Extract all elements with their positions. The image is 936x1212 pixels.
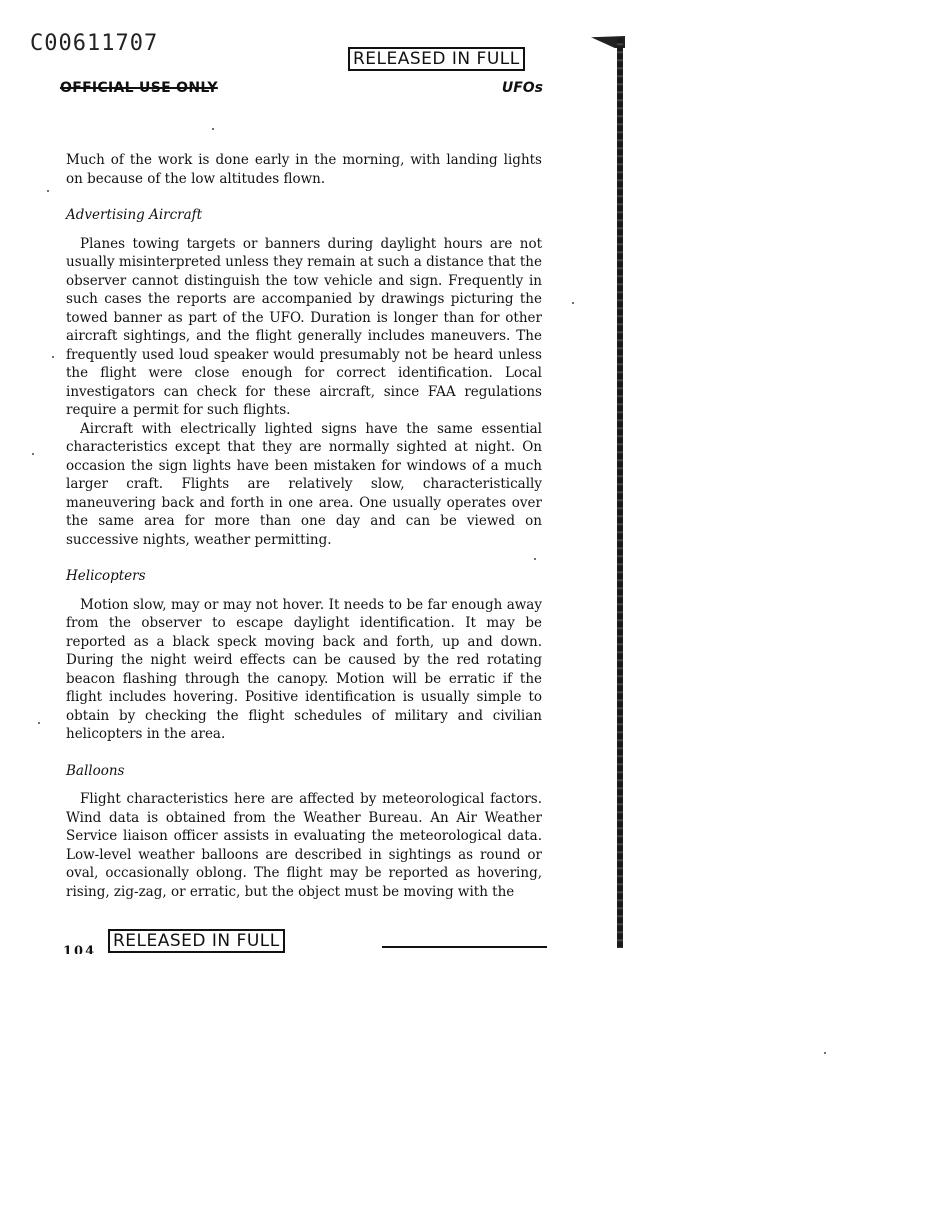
scan-speck [534, 558, 536, 560]
scan-speck [47, 190, 49, 192]
page-body [66, 151, 542, 901]
section-heading-helicopters: Helicopters [66, 568, 146, 584]
scan-speck [824, 1052, 826, 1054]
scan-edge-bar [617, 38, 623, 948]
footer-rule [382, 946, 547, 948]
release-stamp-top: RELEASED IN FULL [348, 47, 525, 71]
scan-speck [572, 302, 574, 304]
release-stamp-bottom: RELEASED IN FULL [108, 929, 285, 953]
scan-speck [52, 356, 54, 358]
scan-speck [32, 453, 34, 455]
intro-paragraph: Much of the work is done early in the morning, with landing lights on because of the low altitudes flown. [66, 152, 542, 187]
paragraph: Motion slow, may or may not hover. It needs to be far enough away from the observer to escape daylight identification. It may be reported as a black speck moving back and forth, up and down. During the night weird effects can be caused by the red rotating beacon flashing through the canopy. Motion will be erratic if the flight includes hovering. Positive identification is usually simple to obtain by checking the flight schedules of military and civilian helicopters in the area. [66, 596, 542, 742]
classification-marking: OFFICIAL USE ONLY [60, 80, 218, 96]
section-heading-balloons: Balloons [66, 762, 125, 779]
paragraph: Aircraft with electrically lighted signs have the same essential characteristics except that they are normally sighted at night. On occasion the sign lights have been mistaken for windows of a much larger craft. Flights are relatively slow, characteristically maneuvering back and forth in one area. One usually operates over the same area for more than one day and can be viewed on successive nights, weather permitting. [66, 420, 542, 548]
page-number: 104 [63, 944, 97, 954]
running-head: UFOs [501, 80, 543, 96]
scan-speck [38, 722, 40, 724]
section-heading-advertising-aircraft: Advertising Aircraft [66, 207, 203, 223]
scan-speck [212, 128, 214, 130]
paragraph: Flight characteristics here are affected by meteorological factors. Wind data is obtained from the Weather Bureau. An Air Weather Service liaison officer assists in evaluating the meteorological data. Low-level weather balloons are described in sightings as round or oval, occasionally oblong. The flight may be reported as hovering, rising, zig-zag, or erratic, but the object must be moving with the [66, 791, 542, 900]
document-id: C00611707 [30, 31, 159, 56]
paragraph: Planes towing targets or banners during daylight hours are not usually misinterpreted unless they remain at such a distance that the observer cannot distinguish the tow vehicle and sign. Frequently in such cases the reports are accompanied by drawings picturing the towed banner as part of the UFO. Duration is longer than for other aircraft sightings, and the flight generally includes maneuvers. The frequently used loud speaker would presumably not be heard unless the flight were close enough for correct identification. Local investigators can check for these aircraft, since FAA regulations require a permit for such flights. [66, 235, 542, 418]
